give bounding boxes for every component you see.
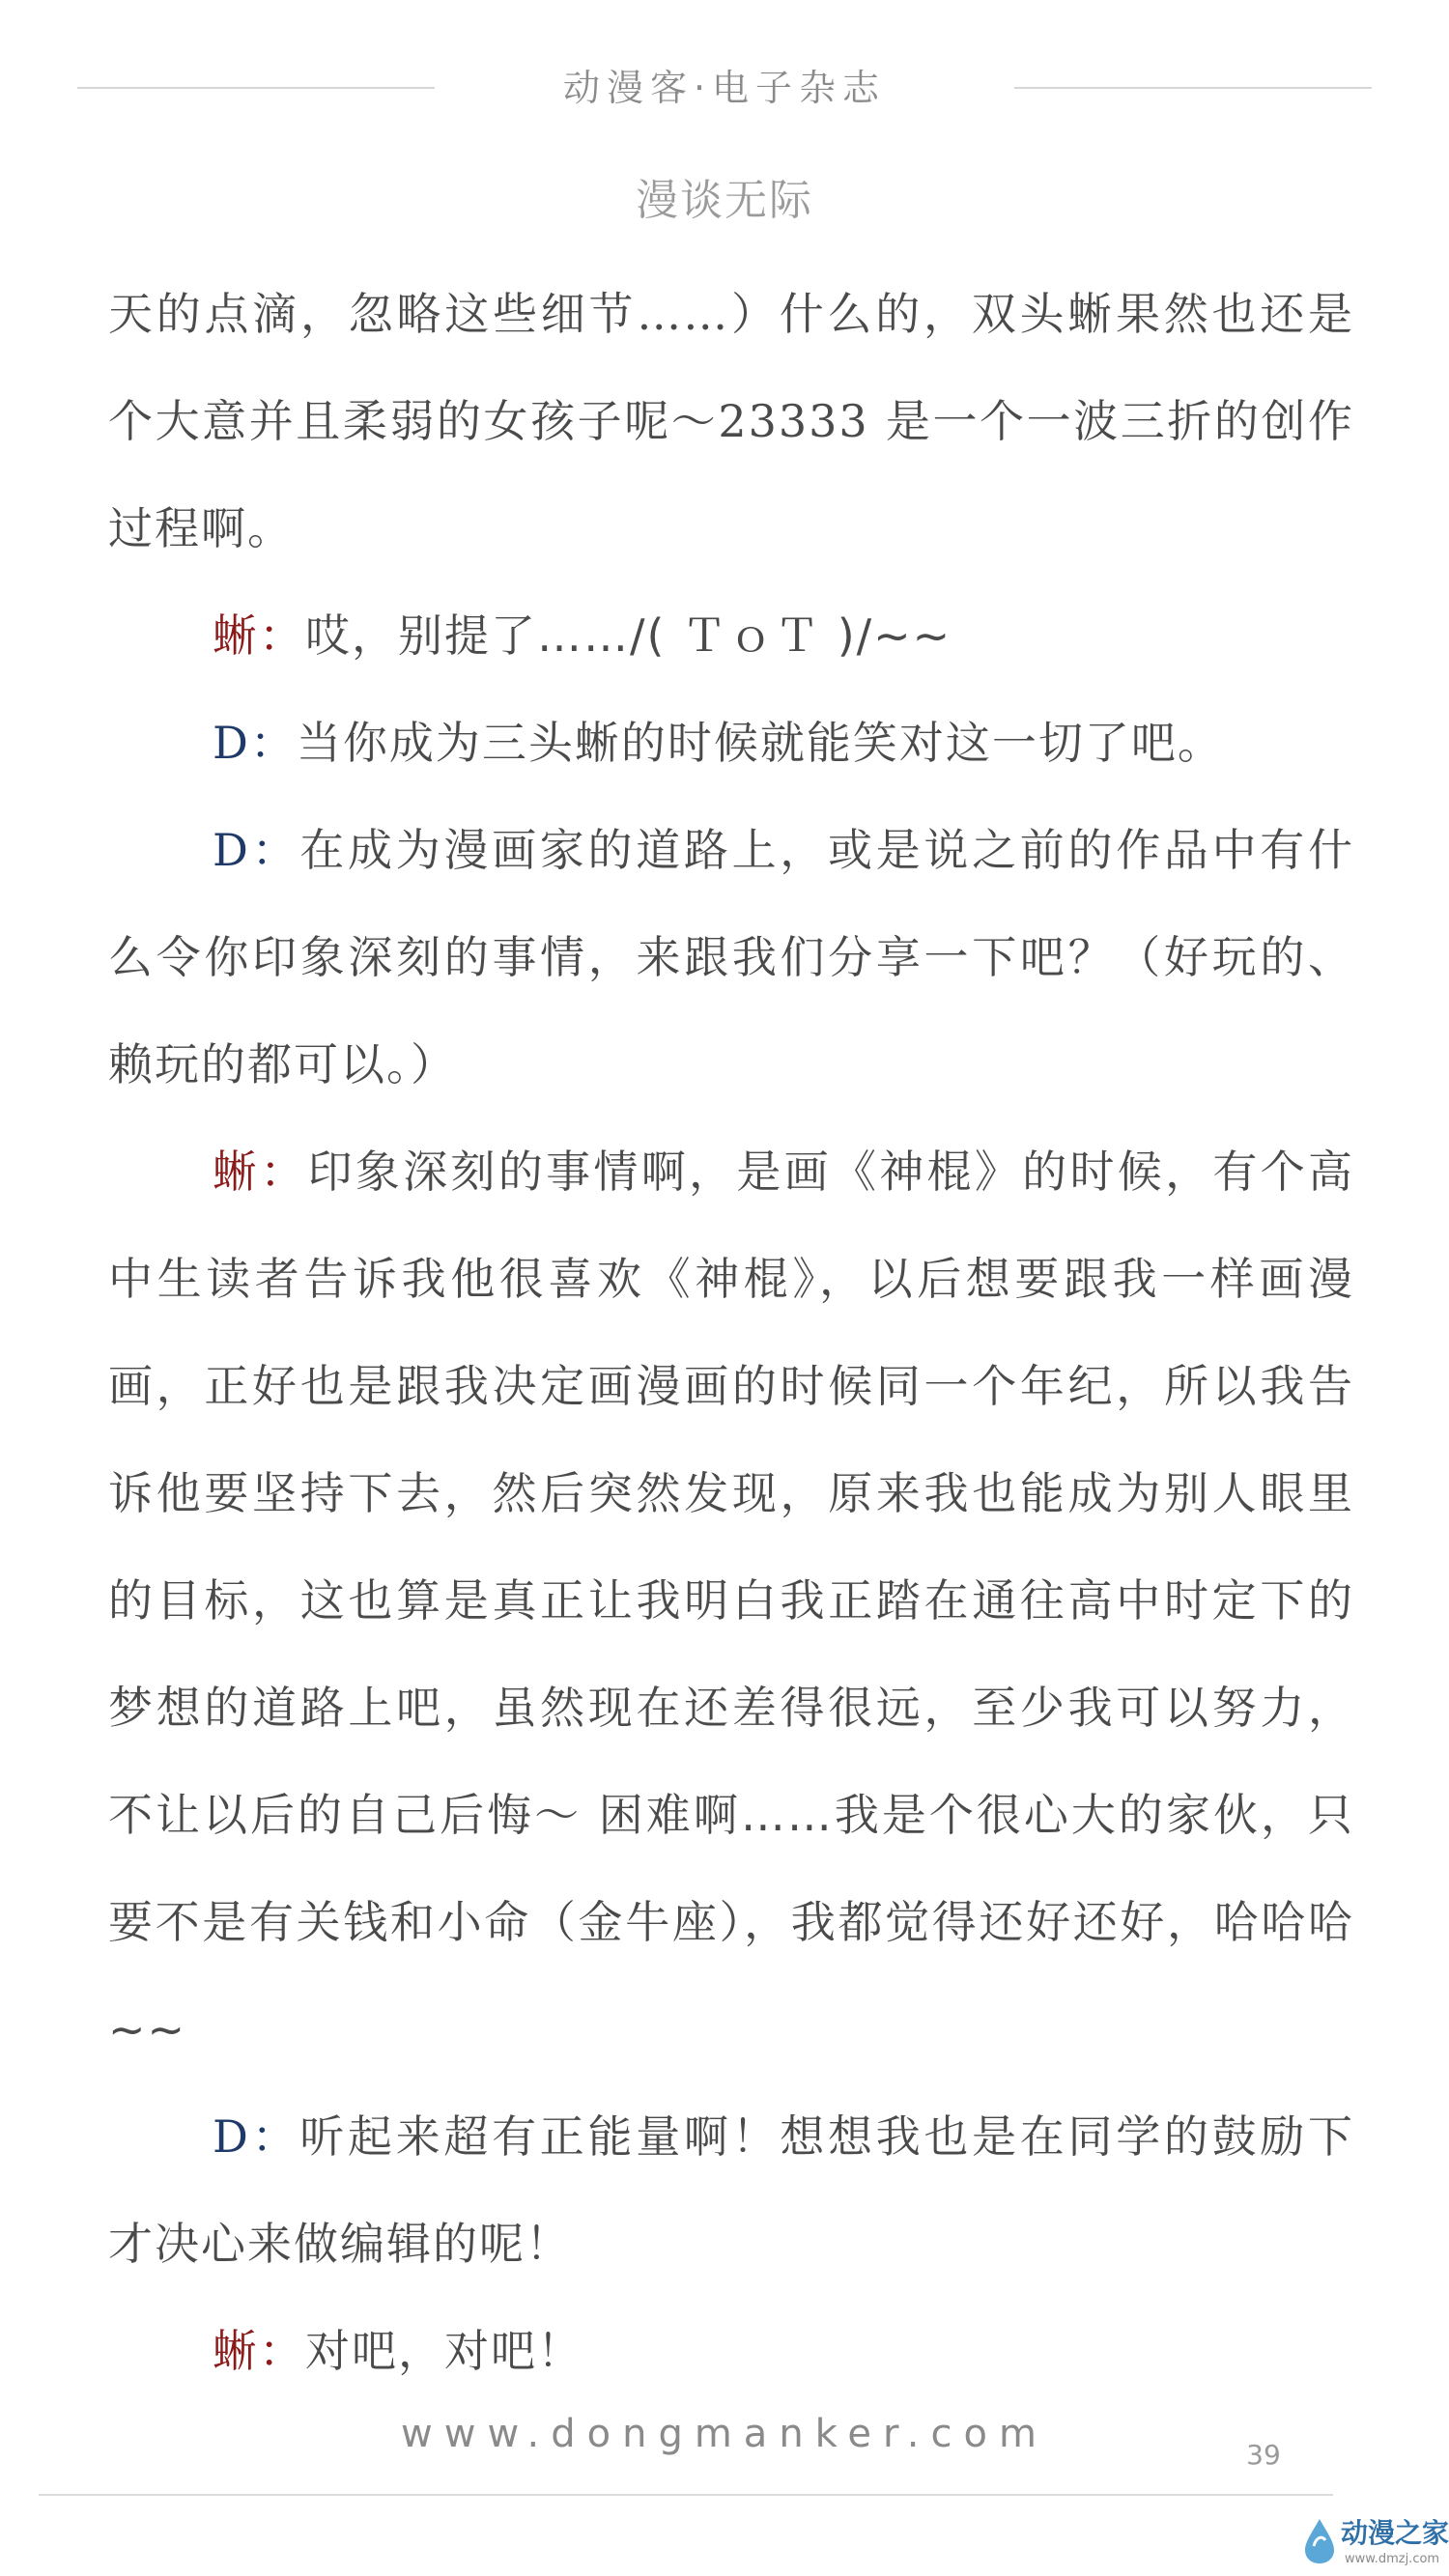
- dialogue-d: [108, 797, 1354, 1118]
- speaker-label-xi: 蜥：: [213, 1146, 308, 1198]
- dialogue-d: [108, 690, 1354, 797]
- header-rule-left: [77, 87, 435, 89]
- speaker-label-d: D：: [213, 2110, 300, 2163]
- section-title: 漫谈无际: [636, 176, 813, 225]
- article-body: [108, 261, 1354, 2405]
- dialogue-d: [108, 2083, 1354, 2298]
- paragraph-text: 对吧，对吧！: [305, 2325, 583, 2377]
- footer-rule: [39, 2494, 1333, 2496]
- paragraph-text: 听起来超有正能量啊！想想我也是在同学的鼓励下才决心来做编辑的呢！: [108, 2110, 1355, 2270]
- magazine-title: 动漫客·电子杂志: [562, 67, 887, 109]
- dialogue-xi: [108, 1118, 1354, 2083]
- header-rule-right: [1014, 87, 1372, 89]
- dialogue-xi: [108, 2298, 1354, 2405]
- paragraph-text: 印象深刻的事情啊，是画《神棍》的时候，有个高中生读者告诉我他很喜欢《神棍》，以后想要跟我一样画漫画，正好也是跟我决定画漫画的时候同一个年纪，所以我告诉他要坚持下去，然后突然发现，原来我也能成为别人眼里的目标，这也算是真正让我明白我正踏在通往高中时定下的梦想的道路上吧，虽然现在还差得很远，至少我可以努力，不让以后的自己后悔～ 困难啊……我是个很心大的家伙，只要不是有关钱和小命（金牛座），我都觉得还好还好，哈哈哈 ~~: [108, 1146, 1355, 2055]
- paragraph-text: 哎，别提了……/( ＴｏＴ )/~~: [305, 609, 952, 662]
- magazine-header: [0, 64, 1449, 122]
- speaker-label-xi: 蜥：: [213, 2325, 305, 2377]
- watermark-logo: [1302, 2513, 1447, 2571]
- speaker-label-xi: 蜥：: [213, 609, 305, 662]
- paragraph-text: 在成为漫画家的道路上，或是说之前的作品中有什么令你印象深刻的事情，来跟我们分享一下吧？（好玩的、赖玩的都可以。）: [108, 824, 1355, 1090]
- speaker-label-d: D：: [213, 824, 300, 876]
- paragraph-continuation: [108, 261, 1354, 582]
- droplet-icon: [1302, 2517, 1337, 2565]
- page-number: 39: [1246, 2439, 1281, 2471]
- paragraph-text: 天的点滴，忽略这些细节……）什么的，双头蜥果然也还是个大意并且柔弱的女孩子呢～23333 是一个一波三折的创作过程啊。: [108, 288, 1354, 554]
- footer-website-url: www.dongmanker.com: [401, 2412, 1048, 2456]
- paragraph-text: 当你成为三头蜥的时候就能笑对这一切了吧。: [296, 717, 1224, 769]
- speaker-label-d: D：: [213, 717, 297, 769]
- dialogue-xi: [108, 582, 1354, 690]
- watermark-name: 动漫之家: [1341, 2517, 1449, 2549]
- watermark-url: www.dmzj.com: [1345, 2552, 1440, 2566]
